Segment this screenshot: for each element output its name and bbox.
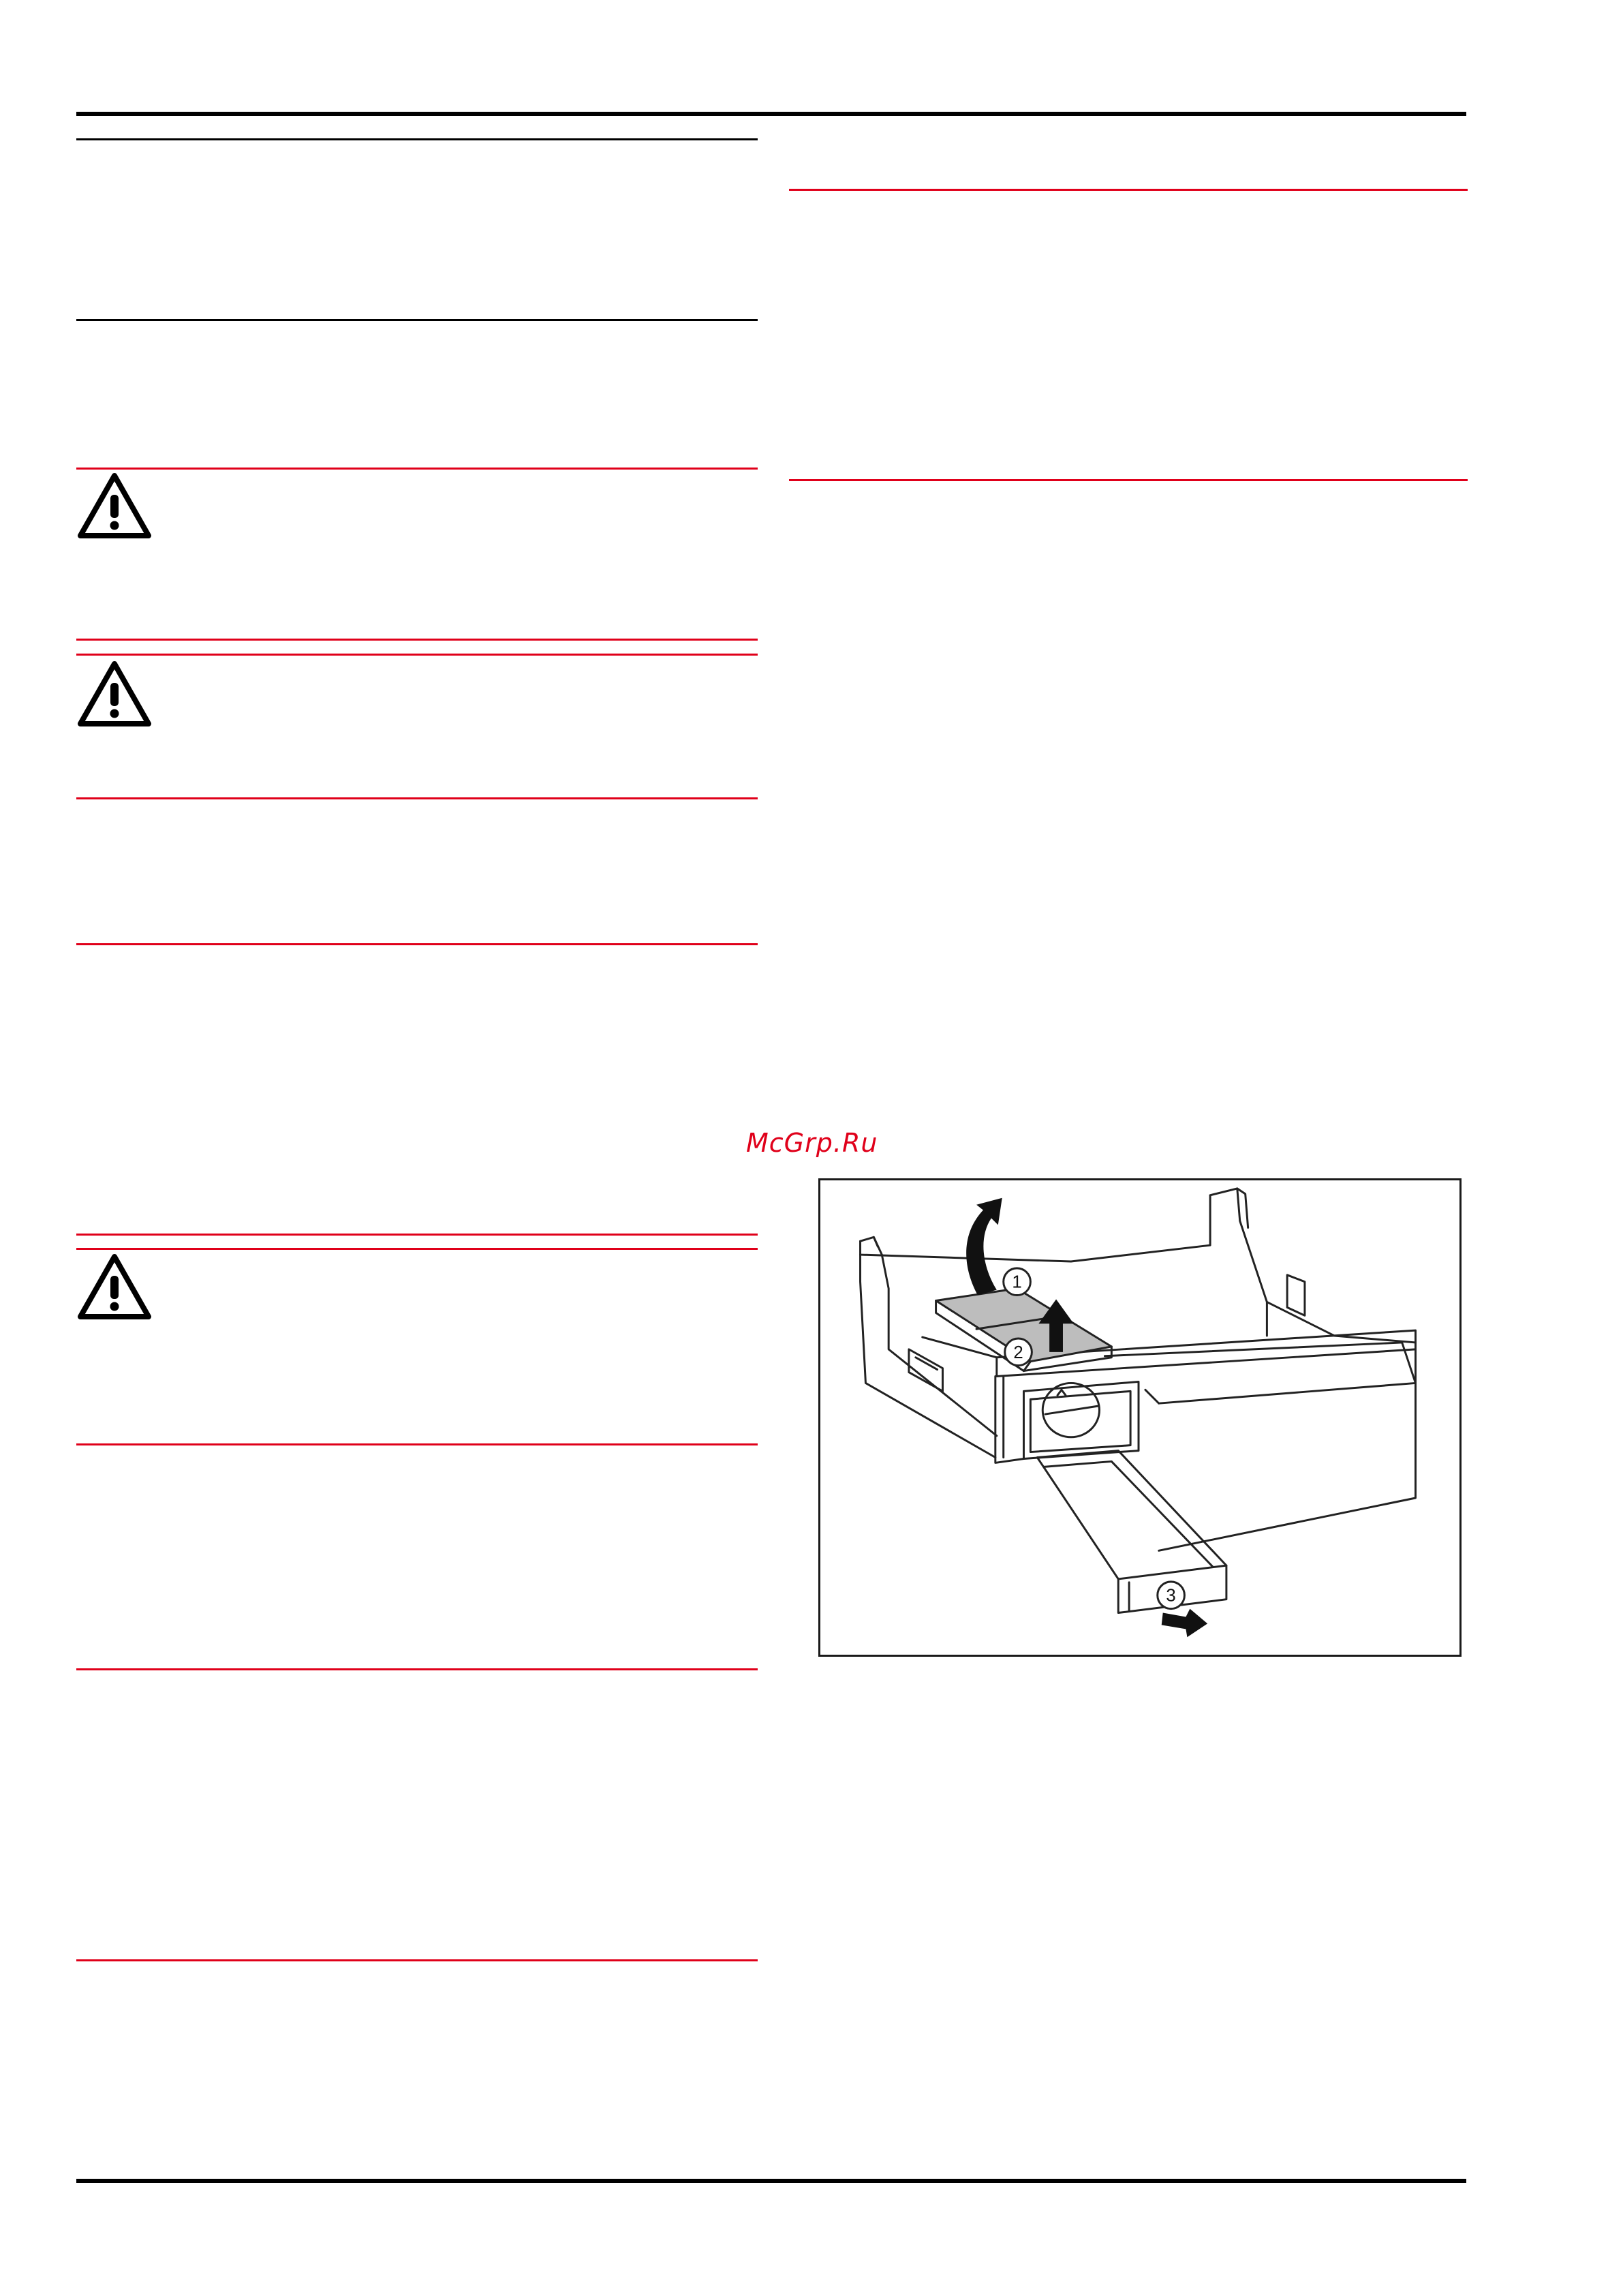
warning-rule-top-3 [76,1234,758,1236]
section-rule-right-2 [789,479,1468,481]
down-right-arrow-icon [1162,1609,1207,1638]
section-rule-left-1 [76,138,758,140]
callout-3-label: 3 [1166,1586,1176,1606]
section-rule-right-1 [789,189,1468,191]
section-rule-left-4 [76,1668,758,1670]
warning-triangle-icon [76,472,153,540]
footer-rule [76,2179,1466,2183]
header-rule [76,112,1466,116]
section-rule-left-3 [76,943,758,945]
section-rule-left-5 [76,1959,758,1961]
warning-rule-top-1 [76,468,758,470]
warning-triangle-icon [76,1253,153,1321]
warning-rule-top-2 [76,654,758,656]
drawer-filter-figure [818,1178,1462,1657]
callout-1-label: 1 [1012,1272,1022,1292]
callout-2-label: 2 [1013,1343,1023,1362]
warning-triangle-icon [76,660,153,728]
section-rule-left-2 [76,319,758,321]
warning-rule-bottom-3 [76,1443,758,1445]
watermark-text: McGrp.Ru [746,1128,878,1158]
up-curved-arrow-icon [966,1198,1002,1296]
warning-rule-bottom-2 [76,797,758,799]
warning-rule-top-3b [76,1248,758,1250]
warning-rule-bottom-1 [76,639,758,641]
drawer-illustration [820,1180,1459,1655]
